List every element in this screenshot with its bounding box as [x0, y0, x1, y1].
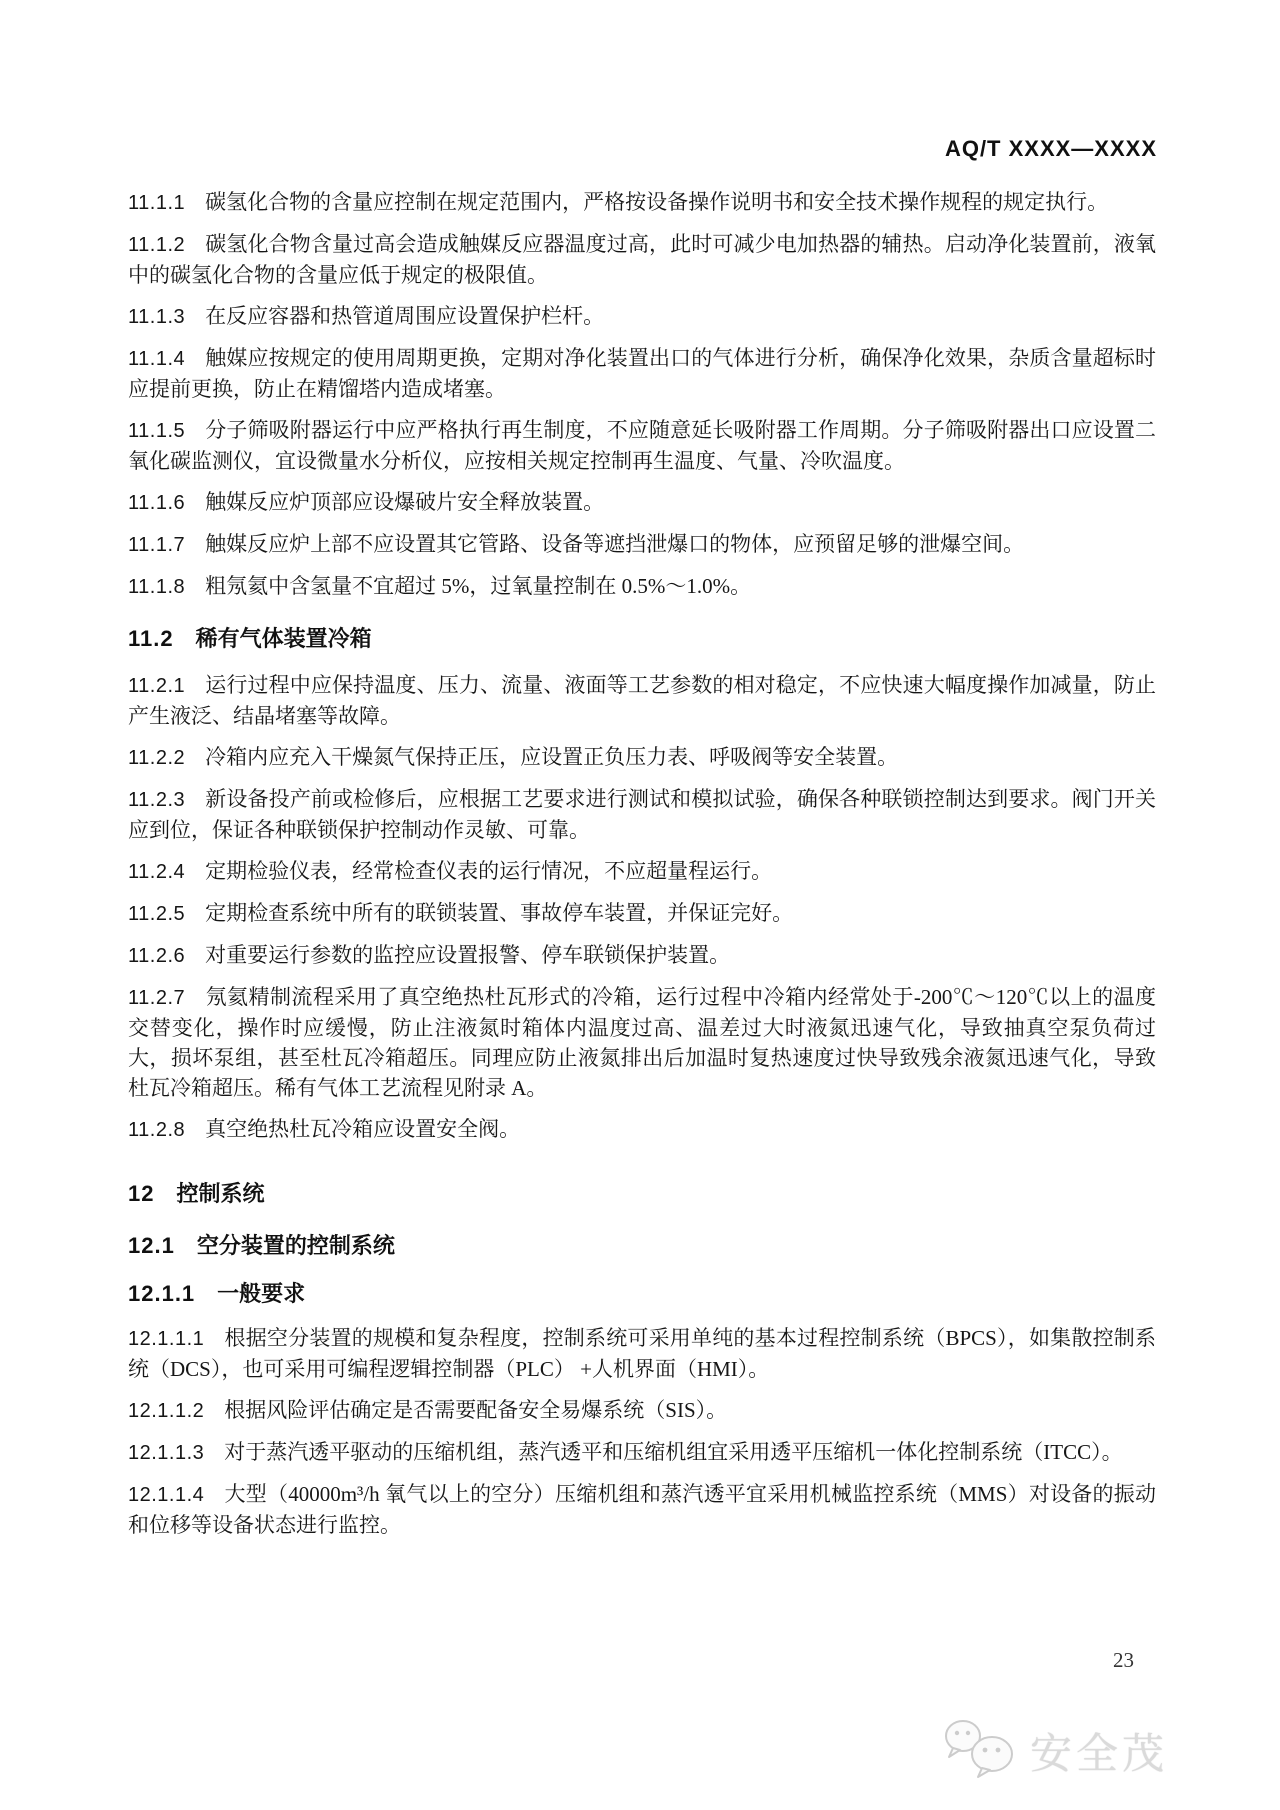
clause-number: 12.1.1.3 [128, 1442, 205, 1464]
clause-11-1-6 [128, 487, 1156, 518]
wechat-bubbles-icon [940, 1716, 1020, 1785]
clause-11-1-5 [128, 415, 1156, 476]
clause-11-1-7 [128, 529, 1156, 560]
clause-11-2-3 [128, 784, 1156, 845]
clause-text: 冷箱内应充入干燥氮气保持正压，应设置正负压力表、呼吸阀等安全装置。 [205, 745, 899, 769]
clause-text: 定期检查系统中所有的联锁装置、事故停车装置，并保证完好。 [205, 901, 794, 925]
clause-text: 真空绝热杜瓦冷箱应设置安全阀。 [205, 1117, 521, 1141]
section-title: 稀有气体装置冷箱 [195, 626, 372, 651]
chapter-heading-12 [128, 1179, 1156, 1209]
clause-text: 新设备投产前或检修后，应根据工艺要求进行测试和模拟试验，确保各种联锁控制达到要求。阀门开关应到位，保证各种联锁保护控制动作灵敏、可靠。 [128, 787, 1156, 842]
clause-text: 根据空分装置的规模和复杂程度，控制系统可采用单纯的基本过程控制系统（BPCS），如集散控制系统（DCS），也可采用可编程逻辑控制器（PLC） +人机界面（HMI）。 [128, 1326, 1156, 1381]
clause-11-1-1 [128, 187, 1156, 218]
section-number: 12.1 [128, 1233, 175, 1258]
clause-text: 粗氖氦中含氢量不宜超过 5%，过氧量控制在 0.5%～1.0%。 [205, 574, 752, 598]
clause-number: 11.1.6 [128, 492, 186, 514]
clause-number: 11.2.1 [128, 675, 186, 697]
clause-number: 11.1.8 [128, 576, 186, 598]
clause-number: 11.2.8 [128, 1119, 186, 1141]
document-content [128, 176, 1156, 1551]
section-number: 11.2 [128, 626, 174, 651]
clause-number: 12.1.1.2 [128, 1400, 205, 1422]
subsection-number: 12.1.1 [128, 1281, 196, 1306]
clause-number: 11.2.2 [128, 747, 186, 769]
clause-text: 碳氢化合物含量过高会造成触媒反应器温度过高，此时可减少电加热器的辅热。启动净化装置前，液氧中的碳氢化合物的含量应低于规定的极限值。 [128, 232, 1156, 287]
brand-watermark [940, 1716, 1168, 1785]
clause-11-2-6 [128, 940, 1156, 971]
clause-11-2-1 [128, 670, 1156, 731]
clause-12-1-1-2 [128, 1395, 1156, 1426]
clause-number: 11.2.6 [128, 945, 186, 967]
clause-11-2-2 [128, 742, 1156, 773]
clause-11-2-5 [128, 898, 1156, 929]
clause-number: 11.1.3 [128, 306, 186, 328]
chapter-number: 12 [128, 1181, 155, 1206]
clause-number: 11.2.5 [128, 903, 186, 925]
clause-11-1-8 [128, 571, 1156, 602]
clause-text: 对重要运行参数的监控应设置报警、停车联锁保护装置。 [205, 943, 731, 967]
clause-text: 定期检验仪表，经常检查仪表的运行情况，不应超量程运行。 [205, 859, 773, 883]
subsection-heading-12-1-1 [128, 1279, 1156, 1309]
clause-number: 11.2.3 [128, 789, 186, 811]
subsection-title: 一般要求 [217, 1281, 306, 1306]
clause-number: 12.1.1.4 [128, 1484, 205, 1506]
clause-text: 触媒反应炉顶部应设爆破片安全释放装置。 [205, 490, 605, 514]
clause-number: 12.1.1.1 [128, 1328, 205, 1350]
section-title: 空分装置的控制系统 [196, 1233, 395, 1258]
clause-text: 运行过程中应保持温度、压力、流量、液面等工艺参数的相对稳定，不应快速大幅度操作加减量，防止产生液泛、结晶堵塞等故障。 [128, 673, 1156, 728]
chapter-title: 控制系统 [176, 1181, 265, 1206]
clause-11-2-8 [128, 1114, 1156, 1145]
clause-11-1-3 [128, 301, 1156, 332]
clause-number: 11.1.2 [128, 234, 186, 256]
clause-12-1-1-1 [128, 1323, 1156, 1384]
clause-text: 分子筛吸附器运行中应严格执行再生制度，不应随意延长吸附器工作周期。分子筛吸附器出口应设置二氧化碳监测仪，宜设微量水分析仪，应按相关规定控制再生温度、气量、冷吹温度。 [128, 418, 1156, 473]
brand-name: 安全茂 [1029, 1729, 1168, 1777]
clause-12-1-1-3 [128, 1437, 1156, 1468]
clause-number: 11.1.1 [128, 192, 186, 214]
clause-number: 11.1.4 [128, 348, 186, 370]
clause-number: 11.1.5 [128, 420, 186, 442]
clause-number: 11.1.7 [128, 534, 186, 556]
clause-text: 根据风险评估确定是否需要配备安全易爆系统（SIS）。 [224, 1398, 728, 1422]
clause-11-1-4 [128, 343, 1156, 404]
clause-text: 触媒应按规定的使用周期更换，定期对净化装置出口的气体进行分析，确保净化效果，杂质含量超标时应提前更换，防止在精馏塔内造成堵塞。 [128, 346, 1156, 401]
clause-11-1-2 [128, 229, 1156, 290]
clause-12-1-1-4 [128, 1479, 1156, 1540]
clause-number: 11.2.4 [128, 861, 186, 883]
clause-text: 触媒反应炉上部不应设置其它管路、设备等遮挡泄爆口的物体，应预留足够的泄爆空间。 [205, 532, 1025, 556]
clause-text: 在反应容器和热管道周围应设置保护栏杆。 [205, 304, 605, 328]
standard-number-header: AQ/T XXXX—XXXX [944, 136, 1157, 161]
page-number: 23 [1113, 1648, 1134, 1672]
clause-text: 大型（40000m³/h 氧气以上的空分）压缩机组和蒸汽透平宜采用机械监控系统（MMS）对设备的振动和位移等设备状态进行监控。 [128, 1482, 1156, 1537]
clause-11-2-7 [128, 982, 1156, 1103]
clause-11-2-4 [128, 856, 1156, 887]
clause-text: 对于蒸汽透平驱动的压缩机组，蒸汽透平和压缩机组宜采用透平压缩机一体化控制系统（ITCC）。 [224, 1440, 1123, 1464]
clause-text: 碳氢化合物的含量应控制在规定范围内，严格按设备操作说明书和安全技术操作规程的规定执行。 [205, 190, 1109, 214]
section-heading-11-2 [128, 624, 1156, 654]
clause-number: 11.2.7 [128, 987, 186, 1009]
section-heading-12-1 [128, 1231, 1156, 1261]
clause-text: 氖氦精制流程采用了真空绝热杜瓦形式的冷箱，运行过程中冷箱内经常处于-200℃～120℃以上的温度交替变化，操作时应缓慢，防止注液氮时箱体内温度过高、温差过大时液氮迅速气化，导致抽真空泵负荷过大，损坏泵组，甚至杜瓦冷箱超压。同理应防止液氮排出后加温时复热速度过快导致残余液氮迅速气化，导致杜瓦冷箱超压。稀有气体工艺流程见附录 A。 [128, 985, 1156, 1100]
